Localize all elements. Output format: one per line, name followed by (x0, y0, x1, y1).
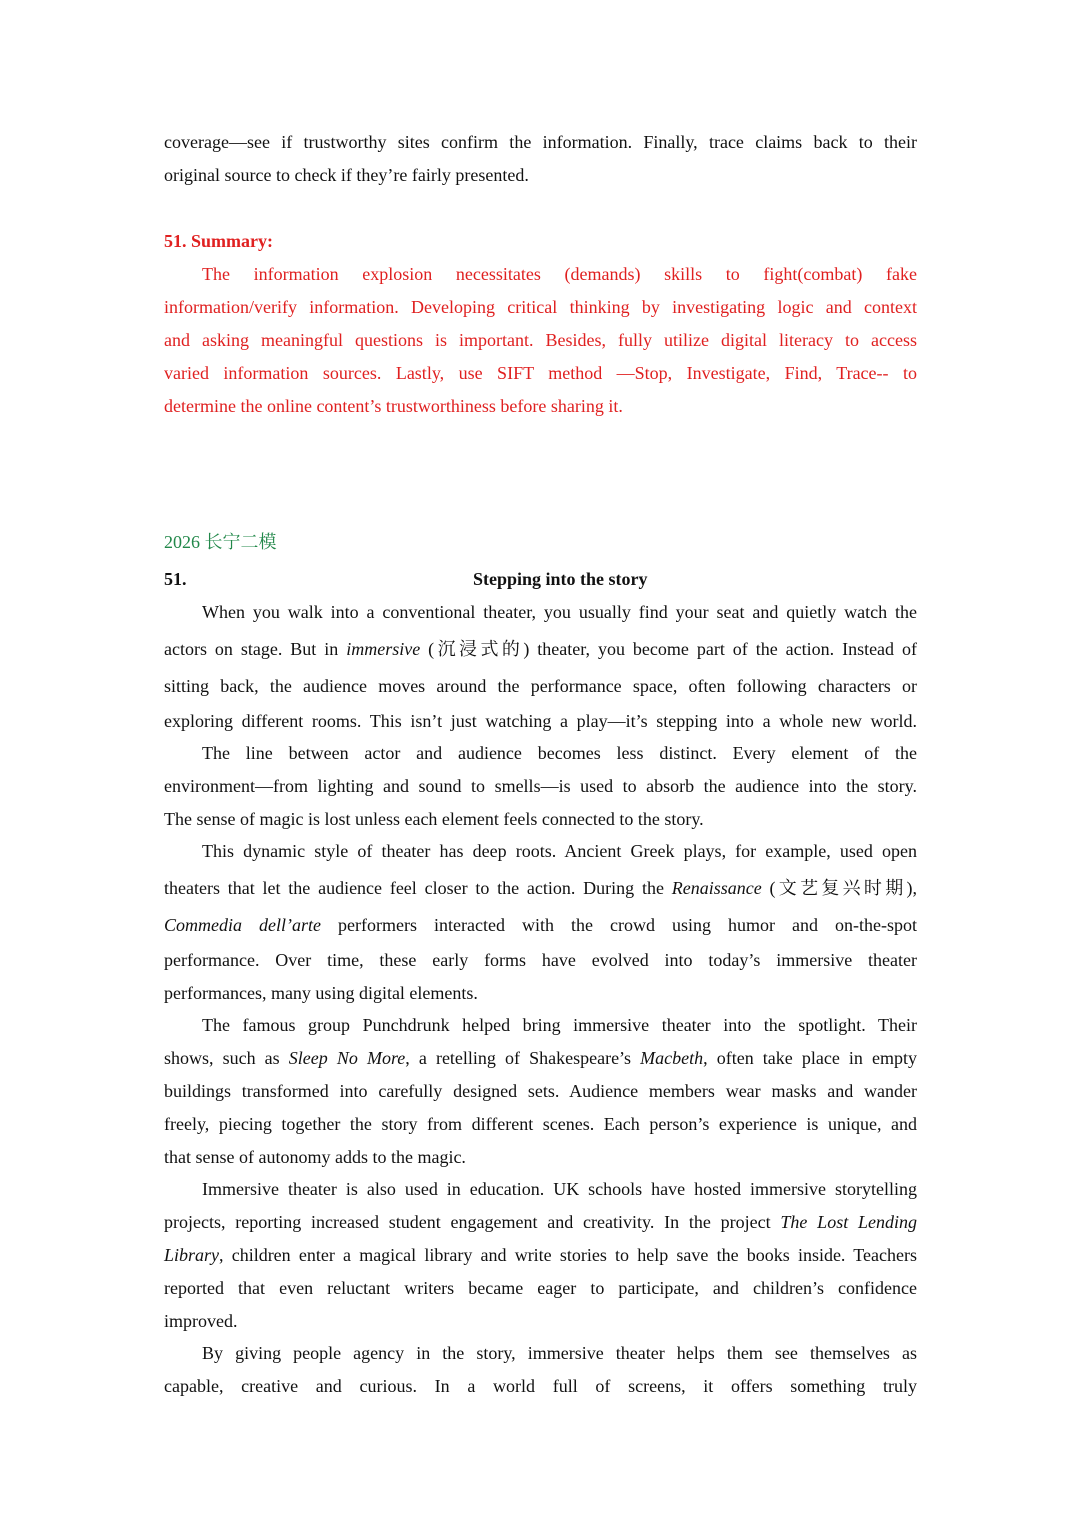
passage-paragraph (164, 1173, 917, 1338)
text-span: , children enter a magical library and write stories to help save the books inside. Teachers (219, 1245, 917, 1265)
text-span: projects, reporting increased student engagement and creativity. In the project (164, 1212, 781, 1232)
question-number: 51. (164, 569, 187, 589)
passage-paragraph (164, 596, 917, 738)
text-line: The sense of magic is lost unless each element feels connected to the story. (164, 809, 704, 829)
italic-term: Commedia dell’arte (164, 915, 321, 935)
summary-section (164, 225, 917, 423)
italic-term: Sleep No More (288, 1048, 406, 1068)
text-line: The line between actor and audience becomes less distinct. Every element of the (202, 743, 917, 763)
text-line: freely, piecing together the story from different scenes. Each person’s experience is unique, and (164, 1114, 917, 1134)
text-span: , often take place in empty (703, 1048, 918, 1068)
italic-term: immersive (346, 639, 421, 659)
text-span: , a retelling of Shakespeare’s (405, 1048, 641, 1068)
text-line: that sense of autonomy adds to the magic. (164, 1147, 466, 1167)
text-line: coverage—see if trustworthy sites confirm the information. Finally, trace claims back to their (164, 132, 917, 152)
previous-passage (164, 126, 917, 192)
text-line (164, 1239, 917, 1272)
summary-body (164, 258, 917, 423)
text-line: When you walk into a conventional theater, you usually find your seat and quietly watch the (202, 602, 917, 622)
summary-line: information/verify information. Developing critical thinking by investigating logic and context (164, 297, 917, 317)
text-line: performance. Over time, these early forms have evolved into today’s immersive theater (164, 950, 917, 970)
text-line: reported that even reluctant writers became eager to participate, and children’s confidence (164, 1278, 917, 1298)
text-span: (文艺复兴时期), (761, 878, 917, 898)
italic-term: The Lost Lending (780, 1212, 917, 1232)
passage-title: Stepping into the story (473, 569, 648, 589)
text-line: capable, creative and curious. In a world full of screens, it offers something truly (164, 1376, 917, 1396)
text-line: exploring different rooms. This isn’t just watching a play—it’s stepping into a whole new world. (164, 711, 917, 731)
italic-term: Macbeth (640, 1048, 704, 1068)
text-line: buildings transformed into carefully designed sets. Audience members wear masks and wander (164, 1081, 917, 1101)
text-line: sitting back, the audience moves around the performance space, often following characters or (164, 676, 917, 696)
text-span: performers interacted with the crowd using humor and on-the-spot (321, 915, 917, 935)
text-span: (沉浸式的) theater, you become part of the action. Instead of (420, 639, 917, 659)
text-line (164, 1206, 917, 1239)
text-line (164, 1042, 917, 1075)
text-line (164, 870, 917, 907)
text-line: improved. (164, 1311, 238, 1331)
italic-term: Renaissance (671, 878, 762, 898)
italic-term: Library (164, 1245, 220, 1265)
text-line: Immersive theater is also used in education. UK schools have hosted immersive storytelling (202, 1179, 917, 1199)
text-line: This dynamic style of theater has deep roots. Ancient Greek plays, for example, used open (202, 841, 917, 861)
section-tag: 2026 长宁二模 (164, 532, 277, 552)
text-line: original source to check if they’re fairly presented. (164, 165, 529, 185)
text-span: actors on stage. But in (164, 639, 347, 659)
text-line: By giving people agency in the story, immersive theater helps them see themselves as (202, 1343, 917, 1363)
passage-paragraph (164, 1337, 917, 1403)
text-span: shows, such as (164, 1048, 289, 1068)
summary-line: varied information sources. Lastly, use SIFT method —Stop, Investigate, Find, Trace-- to (164, 363, 917, 383)
summary-line: The information explosion necessitates (demands) skills to fight(combat) fake (202, 264, 917, 284)
text-line (164, 907, 917, 944)
passage-paragraph (164, 1009, 917, 1174)
summary-line: determine the online content’s trustworthiness before sharing it. (164, 396, 623, 416)
summary-line: and asking meaningful questions is important. Besides, fully utilize digital literacy to access (164, 330, 917, 350)
passage-paragraph (164, 737, 917, 836)
question-header (164, 563, 917, 596)
text-span: theaters that let the audience feel closer to the action. During the (164, 878, 672, 898)
text-line: The famous group Punchdrunk helped bring immersive theater into the spotlight. Their (202, 1015, 917, 1035)
text-line (164, 631, 917, 668)
passage-paragraph (164, 835, 917, 1010)
text-line: performances, many using digital elements. (164, 983, 478, 1003)
text-line: environment—from lighting and sound to smells—is used to absorb the audience into the story. (164, 776, 917, 796)
summary-heading: 51. Summary: (164, 231, 273, 251)
